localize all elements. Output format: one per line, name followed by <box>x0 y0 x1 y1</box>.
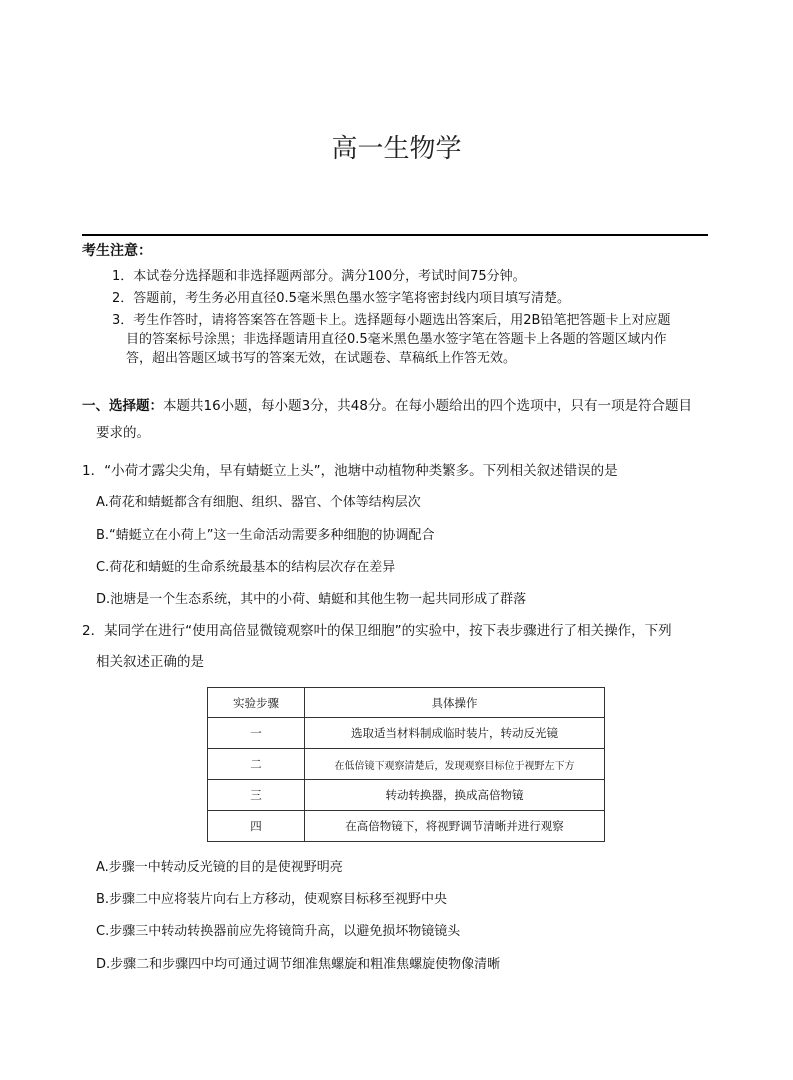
table-row <box>208 780 605 811</box>
question-2-option-d: D.步骤二和步骤四中均可通过调节细准焦螺旋和粗准焦螺旋使物像清晰 <box>96 957 501 972</box>
table-cell-operation: 转动转换器，换成高倍物镜 <box>305 780 605 811</box>
section-one-label: 一、选择题： <box>82 398 163 414</box>
exam-title: 高一生物学 <box>331 134 462 164</box>
table-row <box>208 718 605 749</box>
table-cell-step: 三 <box>208 780 305 811</box>
question-1-option-d: D.池塘是一个生态系统，其中的小荷、蜻蜓和其他生物一起共同形成了群落 <box>96 592 527 607</box>
section-one-description: 本题共16小题，每小题3分，共48分。在每小题给出的四个选项中，只有一项是符合题目 <box>163 398 692 414</box>
table-cell-operation: 在高倍物镜下，将视野调节清晰并进行观察 <box>305 811 605 842</box>
table-cell-step: 二 <box>208 749 305 780</box>
table-row <box>208 749 605 780</box>
section-one-line-1 <box>82 394 692 414</box>
notice-item-3-cont-1: 目的答案标号涂黑；非选择题请用直径0.5毫米黑色墨水签字笔在答题卡上各题的答题区域内作 <box>126 332 667 347</box>
notice-heading: 考生注意： <box>82 243 152 259</box>
table-cell-step: 一 <box>208 718 305 749</box>
question-2-option-a: A.步骤一中转动反光镜的目的是使视野明亮 <box>96 860 343 875</box>
table-header-operation: 具体操作 <box>305 688 605 718</box>
table-cell-operation: 选取适当材料制成临时装片，转动反光镜 <box>305 718 605 749</box>
notice-item-3: 3．考生作答时，请将答案答在答题卡上。选择题每小题选出答案后，用2B铅笔把答题卡上对应题 <box>112 313 671 328</box>
table-cell-operation: 在低倍镜下观察清楚后，发现观察目标位于视野左下方 <box>305 749 605 780</box>
question-1-stem: 1．“小荷才露尖尖角，早有蜻蜓立上头”，池塘中动植物种类繁多。下列相关叙述错误的是 <box>82 463 618 479</box>
question-1-option-a: A.荷花和蜻蜓都含有细胞、组织、器官、个体等结构层次 <box>96 495 421 510</box>
table-header-row <box>208 688 605 718</box>
question-2-option-b: B.步骤二中应将装片向右上方移动，使观察目标移至视野中央 <box>96 892 448 907</box>
table-header-step: 实验步骤 <box>208 688 305 718</box>
section-one-line-2: 要求的。 <box>96 425 150 441</box>
question-1-option-c: C.荷花和蜻蜓的生命系统最基本的结构层次存在差异 <box>96 560 396 575</box>
question-1-option-b: B.“蜻蜓立在小荷上”这一生命活动需要多种细胞的协调配合 <box>96 528 435 543</box>
table-cell-step: 四 <box>208 811 305 842</box>
header-divider <box>82 234 708 236</box>
experiment-steps-table <box>207 687 605 842</box>
question-2-option-c: C.步骤三中转动转换器前应先将镜筒升高，以避免损坏物镜镜头 <box>96 924 461 939</box>
table-row <box>208 811 605 842</box>
notice-item-3-cont-2: 答，超出答题区域书写的答案无效，在试题卷、草稿纸上作答无效。 <box>126 351 517 366</box>
notice-item-1: 1．本试卷分选择题和非选择题两部分。满分100分，考试时间75分钟。 <box>112 269 526 284</box>
question-2-stem-line-2: 相关叙述正确的是 <box>96 654 204 670</box>
question-2-stem-line-1: 2．某同学在进行“使用高倍显微镜观察叶的保卫细胞”的实验中，按下表步骤进行了相关操作，下列 <box>82 623 672 639</box>
notice-item-2: 2．答题前，考生务必用直径0.5毫米黑色墨水签字笔将密封线内项目填写清楚。 <box>112 291 570 306</box>
